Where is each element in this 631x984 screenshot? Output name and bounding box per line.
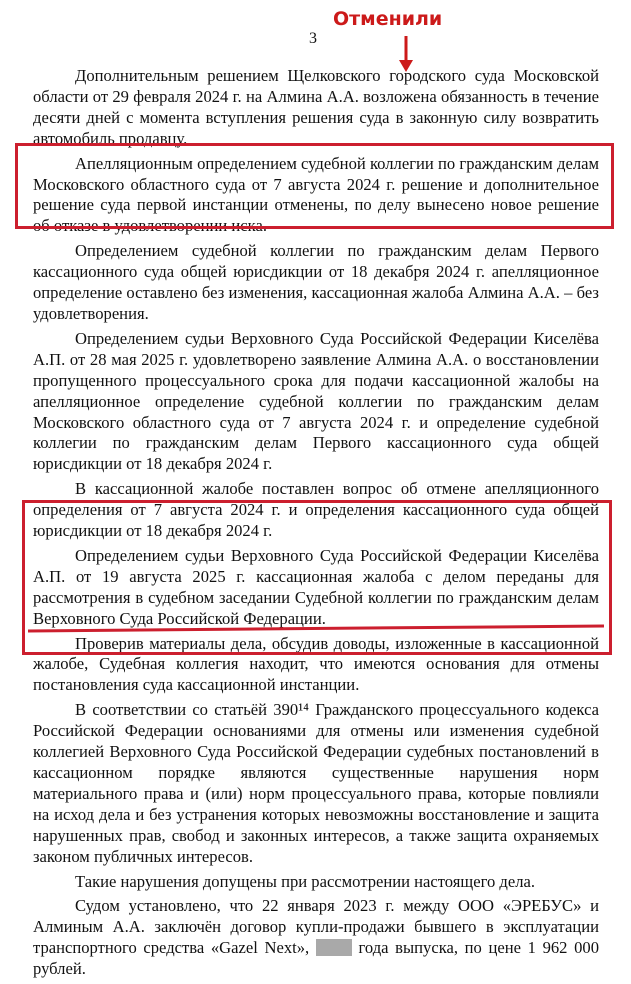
highlight-box-appeal — [15, 143, 614, 229]
facts-text-end: года выпуска, по цене 1 962 000 рублей. — [33, 938, 599, 979]
paragraph-legal-grounds: В соответствии со статьёй 390¹⁴ Гражданского процессуального кодекса Российской Федерации основаниями для отмены или изменения судебной коллегией Верховного Суда Российской Федерации судебных постановлений в кассационном порядке являются существенные нарушения норм материального права и (или) норм процессуального права, которые повлияли на исход дела и без устранения которых невозможны восстановление и защита нарушенных прав, свобод и законных интересов, а также защита охраняемых законом публичных интересов. — [33, 700, 599, 866]
paragraph-appeal-ruling: Апелляционным определением судебной коллегии по гражданским делам Московского областного суда от 7 августа 2024 г. решение и дополнительное решение суда первой инстанции отменены, по делу вынесено новое решение об отказе в удовлетворении иска. — [33, 153, 599, 236]
paragraph-complaint-request: В кассационной жалобе поставлен вопрос об отмене апелляционного определения от 7 августа 2024 г. и определения кассационного суда общей юрисдикции от 18 декабря 2024 г. — [33, 479, 599, 541]
paragraph-violations: Такие нарушения допущены при рассмотрении настоящего дела. — [75, 871, 536, 891]
page-number: 3 — [309, 30, 317, 47]
paragraph-term-restoration: Определением судьи Верховного Суда Российской Федерации Киселёва А.П. от 28 мая 2025 г. удовлетворено заявление Алмина А.А. о восстановлении пропущенного процессуального срока для подачи кассационной жалобы на апелляционное определение судебной коллегии по гражданским делам Московского областного суда от 7 августа 2024 г. и определение судебной коллегии по гражданским делам Первого кассационного суда общей юрисдикции от 18 декабря 2024 г. — [33, 328, 599, 474]
paragraph-transfer-ruling: Определением судьи Верховного Суда Российской Федерации Киселёва А.П. от 19 августа 2025 г. кассационная жалоба с делом переданы для рассмотрения в судебном заседании Судебной коллегии по гражданским делам Верховного Суда Российской Федерации. — [33, 545, 599, 628]
paragraph-established-facts — [33, 896, 599, 980]
redacted-year — [316, 939, 352, 956]
paragraph-collegium-finding: Проверив материалы дела, обсудив доводы, изложенные в кассационной жалобе, Судебная коллегия находит, что имеются основания для отмены постановления суда кассационной инстанции. — [33, 633, 599, 695]
paragraph-cassation-ruling: Определением судебной коллегии по гражданским делам Первого кассационного суда общей юрисдикции от 18 декабря 2024 г. апелляционное определение оставлено без изменения, кассационная жалоба Алмина А.А. – без удовлетворения. — [33, 241, 599, 323]
facts-text-start: Судом установлено, что 22 января 2023 г. между ООО «ЭРЕБУС» и Алминым А.А. заключён договор купли-продажи бывшего в эксплуатации транспортного средства «Gazel Next», — [33, 896, 599, 958]
paragraph-additional-decision: Дополнительным решением Щелковского городского суда Московской области от 29 февраля 2024 г. на Алмина А.А. возложена обязанность в течение десяти дней с момента вступления решения суда в законную силу возвратить автомобиль продавцу. — [33, 66, 599, 148]
annotation-label: Отменили — [333, 8, 443, 30]
